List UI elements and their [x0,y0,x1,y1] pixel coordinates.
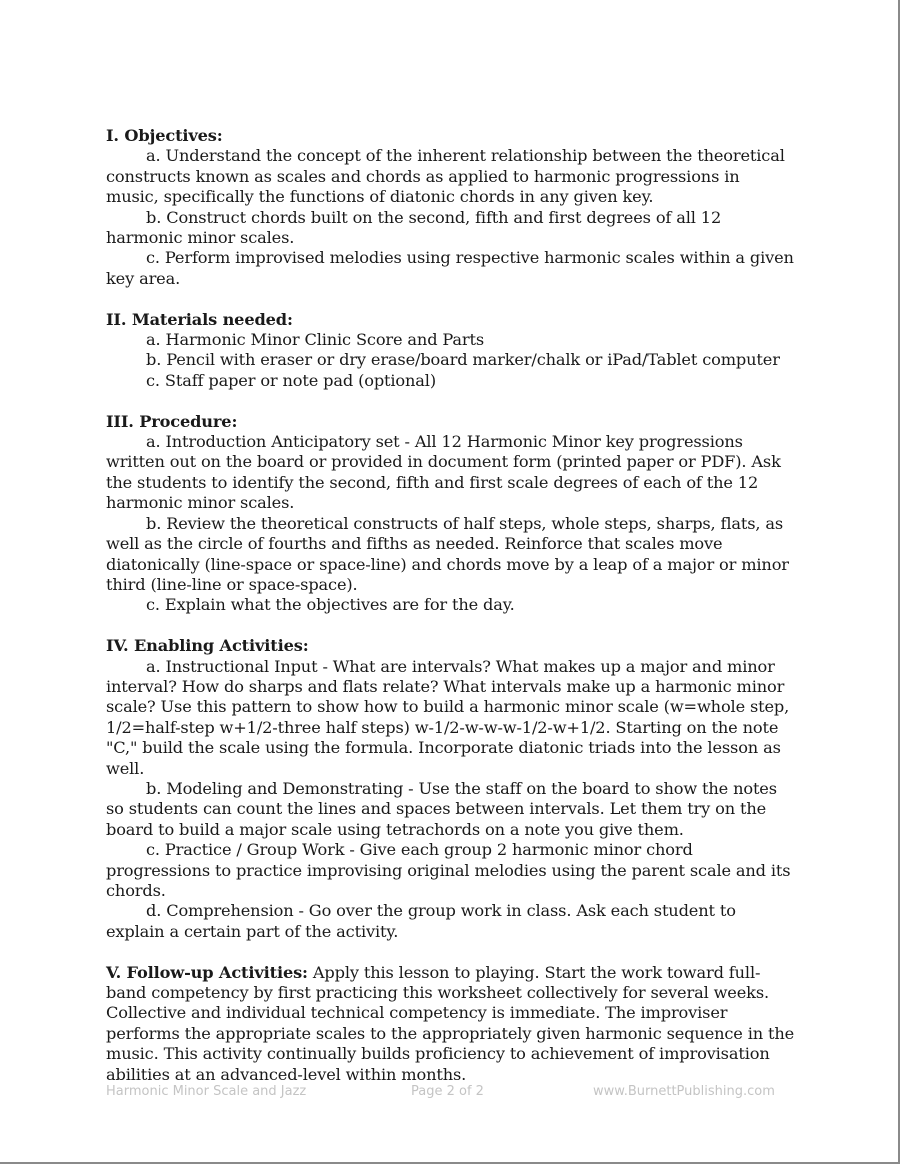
list-item: b. Pencil with eraser or dry erase/board marker/chalk or iPad/Tablet computer [146,350,780,370]
paragraph: a. Understand the concept of the inherent relationship between the theoretical constructs known as scales and chords as applied to harmonic progressions in music, specifically the functions of diatonic chords in any given key. [106,146,785,207]
section-follow-up [106,963,796,1085]
list-item: a. Harmonic Minor Clinic Score and Parts [146,330,485,350]
section-materials [106,310,796,392]
section-procedure [106,412,796,616]
section-heading: IV. Enabling Activities: [106,636,309,656]
paragraph: a. Instructional Input - What are intervals? What makes up a major and minor interval? How do sharps and flats relate? What intervals make up a harmonic minor scale? Use this pattern to show how to build a harmonic minor scale (w=whole step, 1/2=half-step w+1/2-three half steps) w-1/2-w-w-w-1/2-w+1/2. Starting on the note "C," build the scale using the formula. Incorporate diatonic triads into the lesson as well. [106,656,790,778]
section-enabling-activities [106,636,796,942]
footer-website: www.BurnettPublishing.com [593,1084,775,1099]
section-heading: I. Objectives: [106,126,223,145]
section-heading: III. Procedure: [106,411,238,431]
document-body [106,126,796,1105]
paragraph: b. Modeling and Demonstrating - Use the staff on the board to show the notes so students can count the lines and spaces between intervals. Let them try on the board to build a major scale using tetrachords on a note you give them. [106,778,777,839]
follow-up-text: Apply this lesson to playing. Start the work toward full-band competency by first practicing this worksheet collectively for several weeks. Collective and individual technical competency is immediate. The improviser performs the appropriate scales to the appropriately given harmonic sequence in the music. This activity continually builds proficiency to achievement of improvisation abilities at an advanced-level within months. [106,962,795,1084]
paragraph: b. Construct chords built on the second, fifth and first degrees of all 12 harmonic minor scales. [106,207,722,248]
paragraph [106,963,796,1085]
paragraph: c. Practice / Group Work - Give each group 2 harmonic minor chord progressions to practice improvising original melodies using the parent scale and its chords. [106,840,791,900]
paragraph: a. Introduction Anticipatory set - All 12 Harmonic Minor key progressions written out on the board or provided in document form (printed paper or PDF). Ask the students to identify the second, fifth and first scale degrees of each of the 12 harmonic minor scales. [106,432,781,513]
footer-page-number: Page 2 of 2 [411,1084,484,1099]
paragraph: c. Perform improvised melodies using respective harmonic scales within a given key area. [106,248,794,288]
paragraph: c. Explain what the objectives are for the day. [146,595,515,615]
section-objectives [106,126,796,289]
list-item: c. Staff paper or note pad (optional) [146,370,436,390]
section-heading: II. Materials needed: [106,309,293,329]
paragraph: d. Comprehension - Go over the group work in class. Ask each student to explain a certain part of the activity. [106,901,736,941]
paragraph: b. Review the theoretical constructs of half steps, whole steps, sharps, flats, as well as the circle of fourths and fifths as needed. Reinforce that scales move diatonically (line-space or space-line) and chords move by a leap of a major or minor third (line-line or space-space). [106,513,789,594]
footer-title: Harmonic Minor Scale and Jazz [106,1084,307,1099]
section-heading: V. Follow-up Activities: [106,962,308,982]
